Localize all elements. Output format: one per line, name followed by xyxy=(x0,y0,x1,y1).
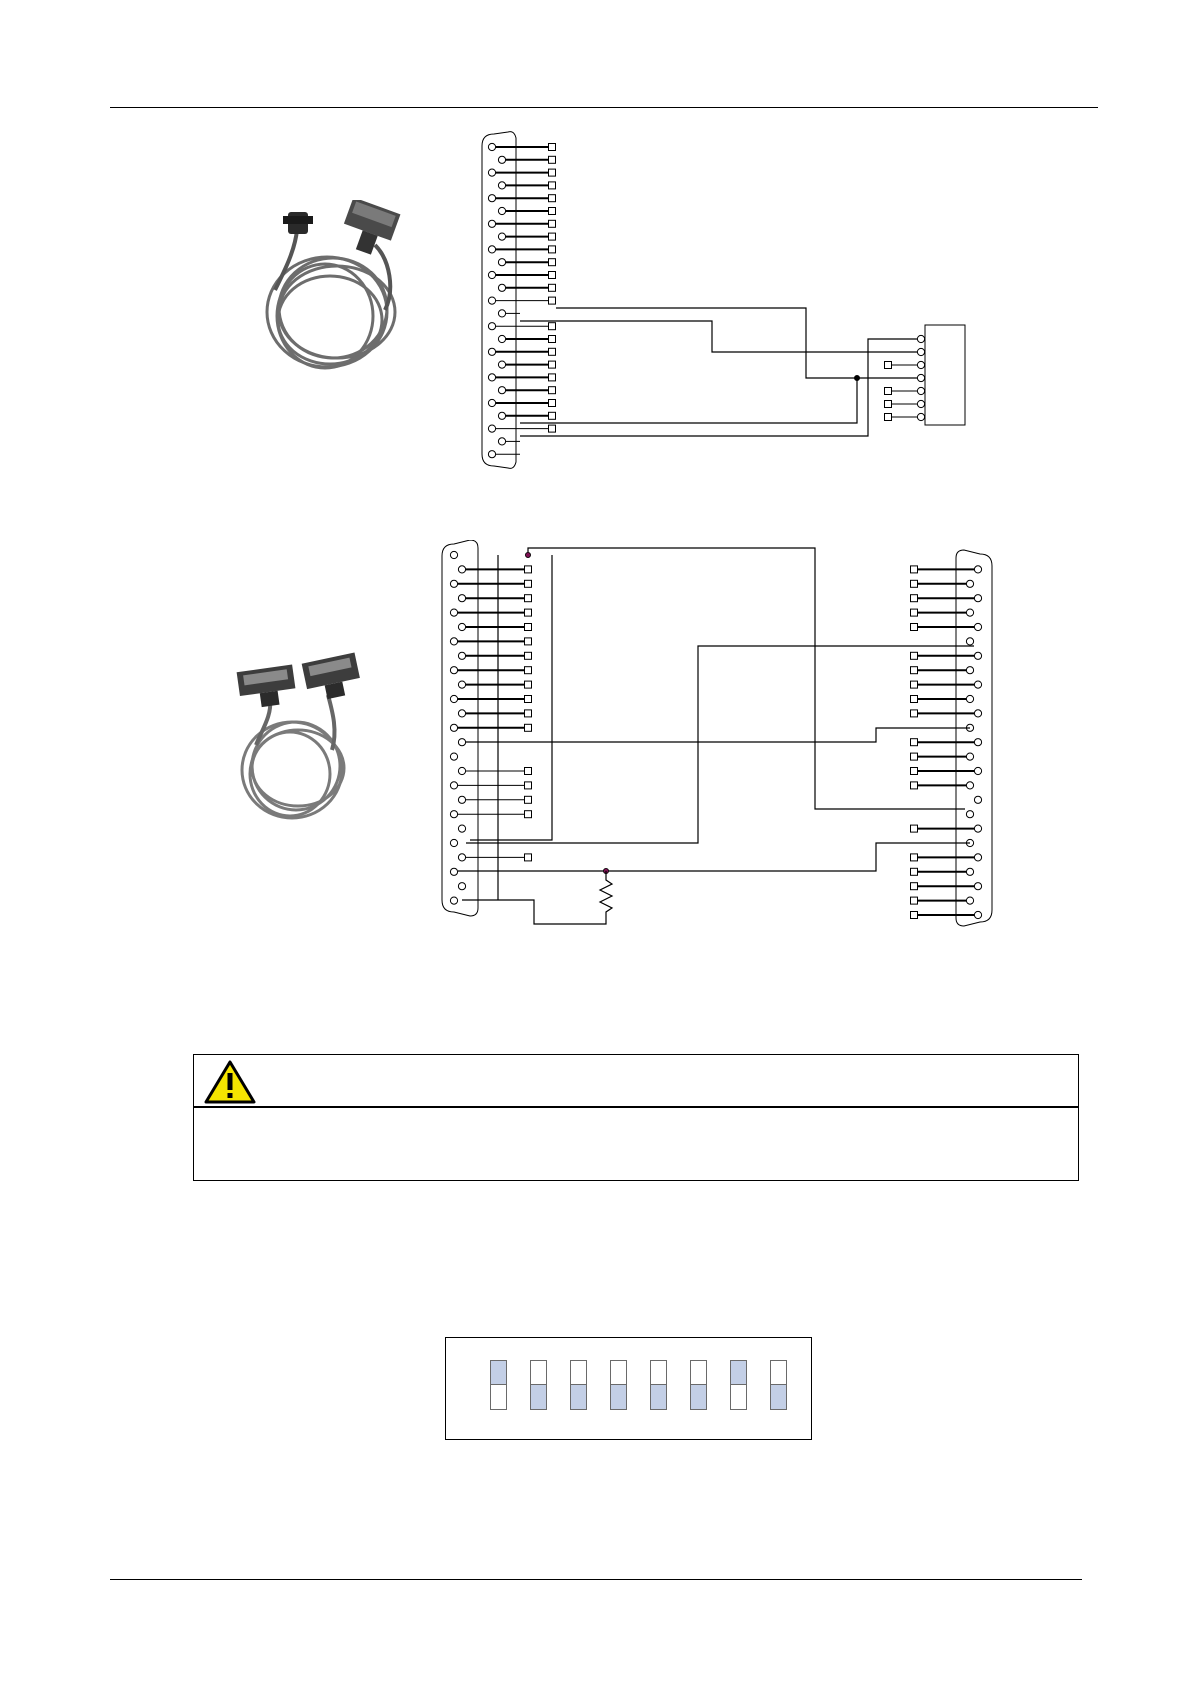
footer-rule xyxy=(110,1579,1082,1580)
dip-switch-lower-half xyxy=(771,1385,786,1409)
warning-body xyxy=(194,1108,1078,1182)
terminal-square xyxy=(911,667,918,674)
pin-circle xyxy=(966,695,973,702)
terminal-square xyxy=(885,362,892,369)
terminal-square xyxy=(911,854,918,861)
dip-switch-upper-half xyxy=(691,1361,706,1385)
pin-circle xyxy=(498,207,505,214)
pin-circle xyxy=(450,724,457,731)
dip-switch-6[interactable] xyxy=(690,1360,707,1410)
pin-circle xyxy=(488,425,495,432)
warning-triangle-icon xyxy=(204,1059,256,1105)
terminal-square xyxy=(911,883,918,890)
terminal-square xyxy=(885,401,892,408)
dip-switch-upper-half xyxy=(531,1361,546,1385)
pin-circle xyxy=(450,695,457,702)
pin-circle xyxy=(450,638,457,645)
dip-switch-block xyxy=(445,1337,812,1440)
coiled-cable-dsub-connectors-photo xyxy=(232,650,372,830)
dip-switch-upper-half xyxy=(651,1361,666,1385)
dip-switch-upper-half xyxy=(571,1361,586,1385)
pin-circle xyxy=(498,284,505,291)
pin-circle xyxy=(966,638,973,645)
terminal-square xyxy=(549,233,556,240)
pin-circle xyxy=(458,623,465,630)
pin-circle xyxy=(498,259,505,266)
terminal-square xyxy=(549,323,556,330)
pin-circle xyxy=(488,169,495,176)
terminal-square xyxy=(549,348,556,355)
pin-circle xyxy=(966,897,973,904)
dip-switch-1[interactable] xyxy=(490,1360,507,1410)
dip-switch-lower-half xyxy=(651,1385,666,1409)
terminal-square xyxy=(549,412,556,419)
pin-circle xyxy=(917,387,924,394)
dip-switch-lower-half xyxy=(611,1385,626,1409)
db25-right-shell xyxy=(956,550,992,926)
dip-switch-upper-half xyxy=(491,1361,506,1385)
pin-circle xyxy=(974,566,981,573)
pin-circle xyxy=(488,271,495,278)
pin-circle xyxy=(488,323,495,330)
pin-circle xyxy=(458,652,465,659)
terminal-square xyxy=(549,374,556,381)
terminal-square xyxy=(549,246,556,253)
terminal-square xyxy=(911,868,918,875)
wire xyxy=(520,378,857,423)
pin-circle xyxy=(974,623,981,630)
terminal-square xyxy=(549,144,556,151)
terminal-square xyxy=(525,580,532,587)
dip-switch-2[interactable] xyxy=(530,1360,547,1410)
pin-circle xyxy=(450,897,457,904)
pin-circle xyxy=(458,883,465,890)
pin-circle xyxy=(974,796,981,803)
terminal-square xyxy=(525,681,532,688)
pin-circle xyxy=(974,825,981,832)
terminal-square xyxy=(525,854,532,861)
pin-circle xyxy=(488,451,495,458)
pin-circle xyxy=(488,297,495,304)
pin-circle xyxy=(488,143,495,150)
terminal-square xyxy=(525,724,532,731)
pin-circle xyxy=(450,868,457,875)
pin-circle xyxy=(458,595,465,602)
terminal-square xyxy=(525,811,532,818)
round-connector-body xyxy=(925,325,965,425)
pin-circle xyxy=(450,609,457,616)
terminal-square xyxy=(549,220,556,227)
terminal-square xyxy=(525,652,532,659)
terminal-square xyxy=(911,681,918,688)
pin-circle xyxy=(917,400,924,407)
pin-circle xyxy=(450,551,457,558)
dip-switch-7[interactable] xyxy=(730,1360,747,1410)
pin-circle xyxy=(498,387,505,394)
warning-header xyxy=(194,1055,1078,1108)
pin-circle xyxy=(498,182,505,189)
terminal-square xyxy=(549,387,556,394)
terminal-square xyxy=(525,566,532,573)
pin-circle xyxy=(450,782,457,789)
warning-box xyxy=(193,1054,1079,1181)
pin-circle xyxy=(966,811,973,818)
terminal-square xyxy=(549,259,556,266)
pin-circle xyxy=(450,667,457,674)
pin-circle xyxy=(917,374,924,381)
dip-switch-lower-half xyxy=(691,1385,706,1409)
terminal-square xyxy=(525,796,532,803)
pin-circle xyxy=(488,195,495,202)
dip-switch-upper-half xyxy=(771,1361,786,1385)
pin-circle xyxy=(498,310,505,317)
wire xyxy=(556,308,917,378)
terminal-square xyxy=(525,782,532,789)
terminal-square xyxy=(549,195,556,202)
wire xyxy=(466,646,974,843)
dip-switch-upper-half xyxy=(731,1361,746,1385)
pin-circle xyxy=(498,156,505,163)
terminal-square xyxy=(911,753,918,760)
terminal-square xyxy=(525,768,532,775)
pin-circle xyxy=(498,361,505,368)
terminal-square xyxy=(911,652,918,659)
dip-switch-5[interactable] xyxy=(650,1360,667,1410)
terminal-square xyxy=(911,609,918,616)
terminal-square xyxy=(911,595,918,602)
pin-circle xyxy=(450,839,457,846)
terminal-square xyxy=(911,624,918,631)
pin-circle xyxy=(974,595,981,602)
pin-circle xyxy=(498,335,505,342)
terminal-square xyxy=(549,182,556,189)
terminal-square xyxy=(525,638,532,645)
pin-circle xyxy=(488,399,495,406)
pin-circle xyxy=(917,413,924,420)
terminal-square xyxy=(549,284,556,291)
pin-circle xyxy=(974,710,981,717)
pin-circle xyxy=(917,348,924,355)
db25-to-round-connector-wiring xyxy=(470,130,1010,475)
terminal-square xyxy=(549,156,556,163)
terminal-square xyxy=(911,739,918,746)
pin-circle xyxy=(966,782,973,789)
terminal-square xyxy=(549,400,556,407)
terminal-square xyxy=(549,297,556,304)
terminal-square xyxy=(525,595,532,602)
dip-switch-3[interactable] xyxy=(570,1360,587,1410)
pin-circle xyxy=(458,767,465,774)
pin-circle xyxy=(458,796,465,803)
pin-circle xyxy=(458,710,465,717)
pin-circle xyxy=(458,681,465,688)
resistor xyxy=(462,871,612,924)
pin-circle xyxy=(917,335,924,342)
dip-switch-lower-half xyxy=(571,1385,586,1409)
dip-switch-lower-half xyxy=(491,1385,506,1409)
terminal-square xyxy=(911,768,918,775)
pin-circle xyxy=(498,438,505,445)
dip-switch-lower-half xyxy=(731,1385,746,1409)
terminal-square xyxy=(525,710,532,717)
terminal-square xyxy=(911,825,918,832)
wire xyxy=(466,728,970,742)
pin-circle xyxy=(966,609,973,616)
pin-circle xyxy=(974,911,981,918)
pin-circle xyxy=(450,753,457,760)
header-rule xyxy=(110,107,1098,108)
dip-switch-lower-half xyxy=(531,1385,546,1409)
terminal-square xyxy=(525,696,532,703)
junction-dot xyxy=(854,375,859,380)
dip-switch-4[interactable] xyxy=(610,1360,627,1410)
terminal-square xyxy=(525,667,532,674)
wire xyxy=(520,321,917,352)
terminal-square xyxy=(525,624,532,631)
terminal-square xyxy=(911,782,918,789)
pin-circle xyxy=(974,854,981,861)
pin-circle xyxy=(917,361,924,368)
terminal-square xyxy=(911,696,918,703)
pin-circle xyxy=(966,868,973,875)
terminal-square xyxy=(549,336,556,343)
coiled-cable-round-connector-photo xyxy=(255,200,435,380)
junction-dot xyxy=(525,552,530,557)
db25-to-db25-wiring xyxy=(440,540,1000,950)
pin-circle xyxy=(974,883,981,890)
wire xyxy=(458,843,970,871)
pin-circle xyxy=(488,374,495,381)
pin-circle xyxy=(458,825,465,832)
terminal-square xyxy=(911,897,918,904)
terminal-square xyxy=(549,208,556,215)
pin-circle xyxy=(458,566,465,573)
pin-circle xyxy=(458,854,465,861)
terminal-square xyxy=(549,425,556,432)
terminal-square xyxy=(911,580,918,587)
pin-circle xyxy=(488,220,495,227)
pin-circle xyxy=(498,233,505,240)
pin-circle xyxy=(974,767,981,774)
terminal-square xyxy=(911,912,918,919)
terminal-square xyxy=(549,361,556,368)
pin-circle xyxy=(974,652,981,659)
terminal-square xyxy=(911,710,918,717)
pin-circle xyxy=(450,811,457,818)
pin-circle xyxy=(488,246,495,253)
terminal-square xyxy=(885,388,892,395)
pin-circle xyxy=(488,348,495,355)
pin-circle xyxy=(966,580,973,587)
dip-switch-8[interactable] xyxy=(770,1360,787,1410)
pin-circle xyxy=(974,739,981,746)
pin-circle xyxy=(450,580,457,587)
terminal-square xyxy=(885,414,892,421)
terminal-square xyxy=(525,609,532,616)
dip-switch-upper-half xyxy=(611,1361,626,1385)
terminal-square xyxy=(911,566,918,573)
terminal-square xyxy=(549,169,556,176)
pin-circle xyxy=(498,412,505,419)
pin-circle xyxy=(966,753,973,760)
wire xyxy=(528,548,965,809)
pin-circle xyxy=(458,739,465,746)
terminal-square xyxy=(549,272,556,279)
pin-circle xyxy=(966,667,973,674)
pin-circle xyxy=(974,681,981,688)
